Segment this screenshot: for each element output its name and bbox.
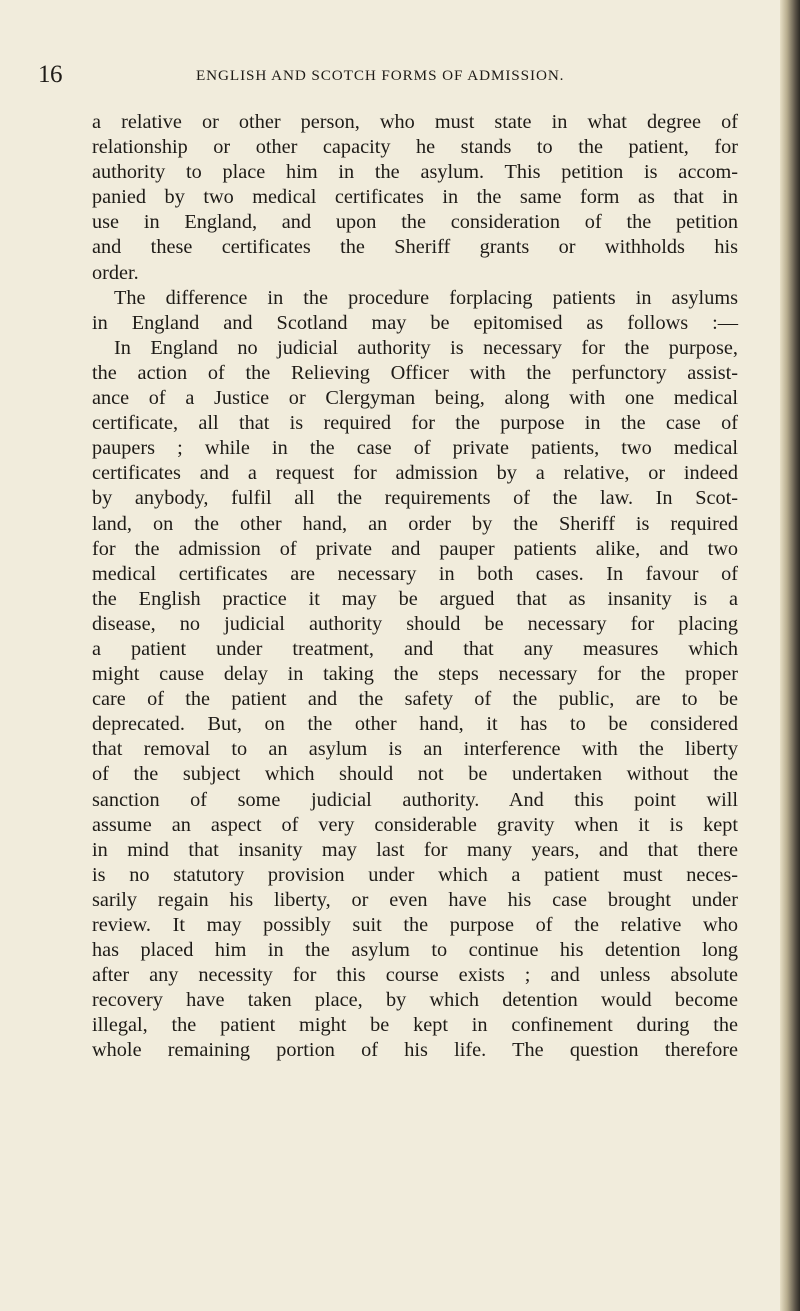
- text-line: after any necessity for this course exists ; and unless absolute: [92, 964, 738, 987]
- text-line: disease, no judicial authority should be necessary for placing: [92, 612, 738, 635]
- text-line: for the admission of private and pauper patients alike, and two: [92, 537, 738, 560]
- text-line: sarily regain his liberty, or even have his case brought under: [92, 888, 738, 911]
- text-line: recovery have taken place, by which detention would become: [92, 989, 738, 1012]
- text-line: sanction of some judicial authority. And this point will: [92, 788, 738, 811]
- text-line: of the subject which should not be undertaken without the: [92, 763, 738, 786]
- text-line: a relative or other person, who must state in what degree of: [92, 111, 738, 133]
- text-line: that removal to an asylum is an interference with the liberty: [92, 738, 738, 761]
- text-line: authority to place him in the asylum. This petition is accom-: [92, 161, 738, 184]
- body-text: [92, 110, 738, 1064]
- text-line: care of the patient and the safety of the public, are to be: [92, 688, 738, 711]
- text-line: land, on the other hand, an order by the Sheriff is required: [92, 512, 738, 535]
- text-line: certificate, all that is required for the purpose in the case of: [92, 412, 738, 435]
- text-line: in mind that insanity may last for many years, and that there: [92, 838, 738, 861]
- running-head: ENGLISH AND SCOTCH FORMS OF ADMISSION.: [196, 67, 565, 84]
- text-line: assume an aspect of very considerable gravity when it is kept: [92, 813, 738, 836]
- text-line: In England no judicial authority is necessary for the purpose,: [114, 336, 738, 359]
- text-line: relationship or other capacity he stands to the patient, for: [92, 136, 738, 159]
- text-line: The difference in the procedure forplacing patients in asylums: [114, 286, 738, 309]
- text-line: use in England, and upon the consideration of the petition: [92, 211, 738, 234]
- text-line: and these certificates the Sheriff grants or withholds his: [92, 236, 738, 259]
- text-line: in England and Scotland may be epitomised as follows :—: [92, 311, 738, 334]
- text-line: deprecated. But, on the other hand, it has to be considered: [92, 713, 738, 736]
- page-header: [38, 60, 738, 90]
- text-line: has placed him in the asylum to continue his detention long: [92, 939, 738, 962]
- text-line: illegal, the patient might be kept in confinement during the: [92, 1014, 738, 1037]
- page-edge-shadow: [780, 0, 800, 1311]
- text-line: by anybody, fulfil all the requirements of the law. In Scot-: [92, 487, 738, 510]
- text-line: panied by two medical certificates in the same form as that in: [92, 186, 738, 209]
- text-line: a patient under treatment, and that any measures which: [92, 637, 738, 660]
- text-line: paupers ; while in the case of private patients, two medical: [92, 437, 738, 460]
- text-line: medical certificates are necessary in both cases. In favour of: [92, 562, 738, 585]
- text-line: review. It may possibly suit the purpose of the relative who: [92, 914, 738, 936]
- text-line: is no statutory provision under which a patient must neces-: [92, 863, 738, 886]
- text-line: ance of a Justice or Clergyman being, along with one medical: [92, 387, 738, 410]
- text-line: order.: [92, 261, 139, 284]
- text-line: certificates and a request for admission by a relative, or indeed: [92, 462, 738, 485]
- text-line: whole remaining portion of his life. The question therefore: [92, 1039, 738, 1062]
- text-line: the action of the Relieving Officer with the perfunctory assist-: [92, 361, 738, 384]
- page-number: 16: [38, 61, 62, 88]
- text-line: the English practice it may be argued that as insanity is a: [92, 587, 738, 610]
- text-line: might cause delay in taking the steps necessary for the proper: [92, 663, 738, 686]
